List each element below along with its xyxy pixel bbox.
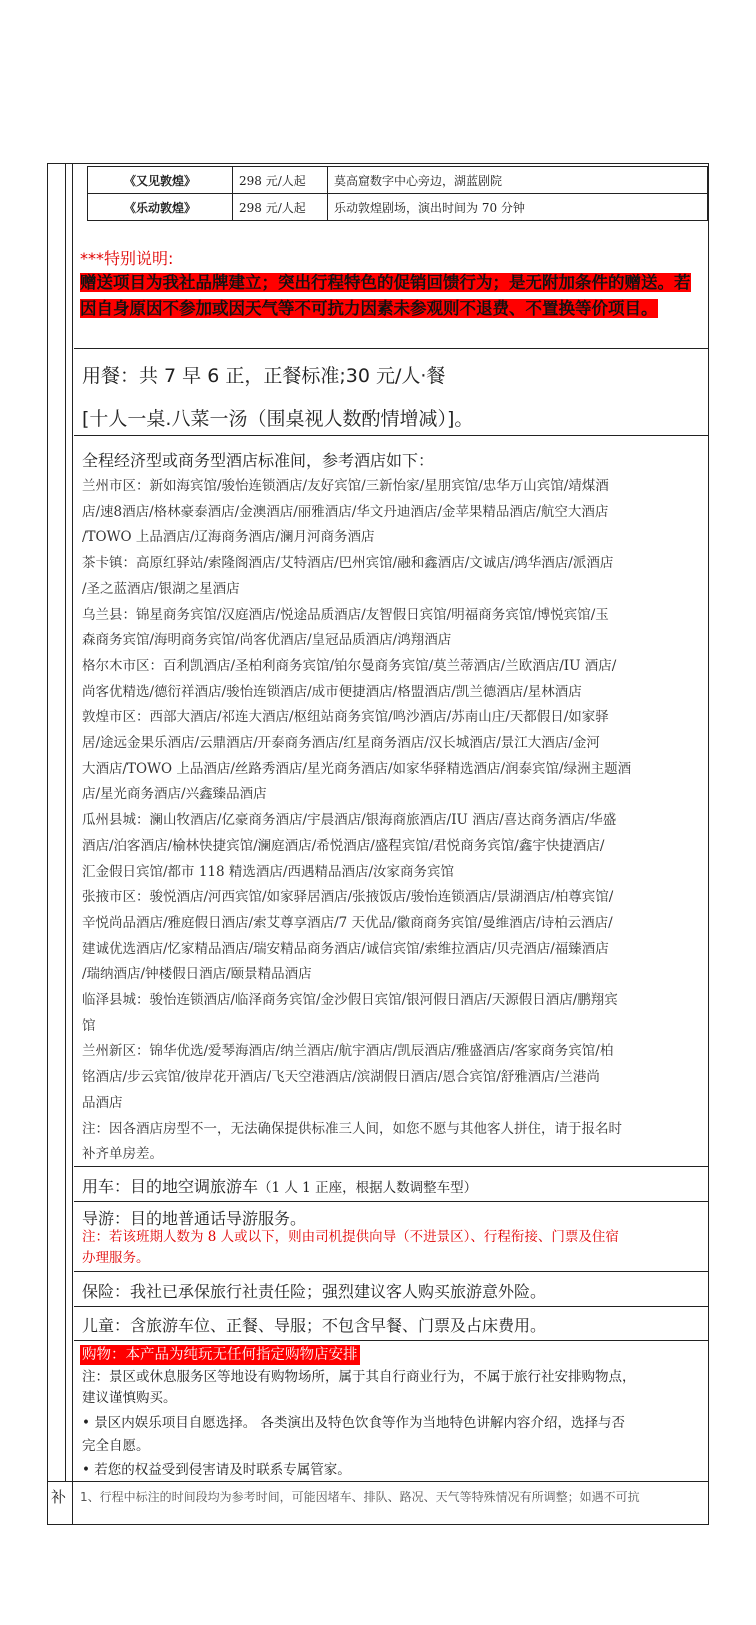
hotel-line: /瑞纳酒店/钟楼假日酒店/颐景精品酒店: [82, 966, 312, 983]
gift-desc: 乐动敦煌剧场，演出时间为 70 分钟: [328, 194, 708, 221]
hotel-line: 铭酒店/步云宾馆/彼岸花开酒店/飞天空港酒店/滨湖假日酒店/恩合宾馆/舒雅酒店/兰港尚: [82, 1069, 600, 1086]
special-text: 赠送项目为我社品牌建立；突出行程特色的促销回馈行为；是无附加条件的赠送。若因自身原因不参加或因天气等不可抗力因素未参观则不退费、不置换等价项目。: [80, 273, 691, 318]
table-row: [88, 194, 708, 221]
supplement-label: 补: [51, 1488, 67, 1506]
table-row: [88, 167, 708, 194]
meals-section: [74, 348, 709, 435]
shopping-line4: 完全自愿。: [82, 1438, 150, 1454]
hotel-line: 居/途远金果乐酒店/云鼎酒店/开泰商务酒店/红星商务酒店/汉长城酒店/景江大酒店/金河: [82, 735, 600, 752]
hotel-line: 建诚优选酒店/忆家精品酒店/瑞安精品商务酒店/诚信宾馆/索维拉酒店/贝壳酒店/福臻酒店: [82, 940, 609, 957]
hotel-line: /圣之蓝酒店/银湖之星酒店: [82, 580, 240, 597]
meals-line1: 用餐：共 7 早 6 正，正餐标准;30 元/人·餐: [82, 365, 446, 387]
hotel-line: 临泽县城：骏怡连锁酒店/临泽商务宾馆/金沙假日宾馆/银河假日酒店/天源假日酒店/鹏翔宾: [82, 992, 618, 1009]
hotels-section: [74, 435, 709, 1166]
gift-name: 《乐动敦煌》: [88, 194, 233, 221]
hotel-line: 格尔木市区：百利凯酒店/圣柏利商务宾馆/铂尔曼商务宾馆/莫兰蒂酒店/兰欧酒店/IU 酒店/: [82, 657, 617, 674]
shopping-line5: • 若您的权益受到侵害请及时联系专属管家。: [82, 1462, 351, 1478]
shopping-line2: 建议谨慎购买。: [82, 1390, 177, 1406]
guide-text: 导游：目的地普通话导游服务。: [82, 1209, 307, 1228]
hotel-list: [82, 474, 707, 1168]
hotel-line: 乌兰县：锦星商务宾馆/汉庭酒店/悦途品质酒店/友智假日宾馆/明福商务宾馆/博悦宾馆/玉: [82, 606, 609, 623]
hotel-line: 茶卡镇：高原红驿站/索隆阁酒店/艾特酒店/巴州宾馆/融和鑫酒店/文诚店/鸿华酒店/派酒店: [82, 555, 614, 572]
gift-desc: 莫高窟数字中心旁边，湖蓝剧院: [328, 167, 708, 194]
hotel-line: 补齐单房差。: [82, 1146, 163, 1163]
guide-note-line1: 注：若该班期人数为 8 人或以下，则由司机提供向导（不进景区）、行程衔接、门票及住宿: [82, 1229, 619, 1245]
hotel-line: 注：因各酒店房型不一，无法确保提供标准三人间，如您不愿与其他客人拼住，请于报名时: [82, 1120, 622, 1137]
hotel-line: 品酒店: [82, 1094, 123, 1111]
transport-label: 用车：目的地空调旅游车: [82, 1177, 259, 1196]
special-note: [80, 248, 700, 322]
hotel-line: 馆: [82, 1017, 96, 1034]
hotel-line: 瓜州县城：澜山牧酒店/亿豪商务酒店/宇晨酒店/银海商旅酒店/IU 酒店/喜达商务酒店/华盛: [82, 812, 617, 829]
gift-table: [87, 166, 708, 221]
hotel-line: 敦煌市区：西部大酒店/祁连大酒店/枢纽站商务宾馆/鸣沙酒店/苏南山庄/天都假日/如家驿: [82, 709, 609, 726]
hotel-line: 森商务宾馆/海明商务宾馆/尚客优酒店/皇冠品质酒店/鸿翔酒店: [82, 632, 452, 649]
transport-note: （1 人 1 正座，根据人数调整车型）: [258, 1180, 478, 1196]
hotel-line: 大酒店/TOWO 上品酒店/丝路秀酒店/星光商务酒店/如家华驿精选酒店/润泰宾馆/绿洲主题酒: [82, 760, 632, 777]
children-section: [74, 1306, 709, 1340]
gift-price: 298 元/人起: [233, 167, 328, 194]
insurance-section: [74, 1271, 709, 1306]
left-inner-column: [65, 163, 74, 1481]
hotel-line: 兰州市区：新如海宾馆/骏怡连锁酒店/友好宾馆/三新怡家/星朋宾馆/忠华万山宾馆/靖煤酒: [82, 478, 609, 494]
hotel-line: 辛悦尚品酒店/雅庭假日酒店/索艾尊享酒店/7 天优品/徽商商务宾馆/曼维酒店/诗柏云酒店/: [82, 914, 613, 931]
shopping-section: [74, 1340, 709, 1481]
hotel-line: 店/星光商务酒店/兴鑫臻品酒店: [82, 786, 267, 803]
supplement-divider: [47, 1481, 709, 1482]
special-title: ***特别说明:: [80, 249, 174, 268]
hotel-line: 酒店/泊客酒店/榆林快捷宾馆/澜庭酒店/希悦酒店/盛程宾馆/君悦商务宾馆/鑫宇快捷酒店/: [82, 837, 605, 854]
transport-section: [74, 1166, 709, 1201]
hotel-line: 兰州新区：锦华优选/爱琴海酒店/纳兰酒店/航宇酒店/凯辰酒店/雅盛酒店/客家商务宾馆/柏: [82, 1043, 614, 1060]
gift-price: 298 元/人起: [233, 194, 328, 221]
hotel-line: 尚客优精选/德衍祥酒店/骏怡连锁酒店/成市便捷酒店/格盟酒店/凯兰德酒店/星林酒店: [82, 683, 582, 700]
shopping-line3: • 景区内娱乐项目自愿选择。 各类演出及特色饮食等作为当地特色讲解内容介绍，选择与否: [82, 1415, 626, 1431]
gift-name: 《又见敦煌》: [88, 167, 233, 194]
children-text: 儿童：含旅游车位、正餐、导服；不包含早餐、门票及占床费用。: [82, 1316, 547, 1335]
guide-section: [74, 1201, 709, 1271]
meals-line2: [十人一桌.八菜一汤（围桌视人数酌情增减）]。: [82, 408, 474, 430]
supplement-text: 1、行程中标注的时间段均为参考时间，可能因堵车、排队、路况、天气等特殊情况有所调整；如遇不可抗: [80, 1490, 640, 1504]
insurance-text: 保险：我社已承保旅行社责任险；强烈建议客人购买旅游意外险。: [82, 1282, 547, 1301]
hotel-line: /TOWO 上品酒店/辽海商务酒店/澜月河商务酒店: [82, 529, 375, 546]
hotel-line: 店/速8酒店/格林豪泰酒店/金澳酒店/丽雅酒店/华文丹迪酒店/金苹果精品酒店/航空大酒店: [82, 503, 609, 520]
hotels-intro: 全程经济型或商务型酒店标准间，参考酒店如下：: [82, 451, 435, 470]
shopping-title: 购物：本产品为纯玩无任何指定购物店安排: [82, 1347, 358, 1363]
shopping-line1: 注：景区或休息服务区等地设有购物场所，属于其自行商业行为，不属于旅行社安排购物点，: [82, 1369, 636, 1385]
guide-note-line2: 办理服务。: [82, 1250, 150, 1266]
hotel-line: 汇金假日宾馆/都市 118 精选酒店/西遇精品酒店/汝家商务宾馆: [82, 863, 454, 880]
hotel-line: 张掖市区：骏悦酒店/河西宾馆/如家驿居酒店/张掖饭店/骏怡连锁酒店/景湖酒店/柏尊宾馆/: [82, 889, 614, 906]
